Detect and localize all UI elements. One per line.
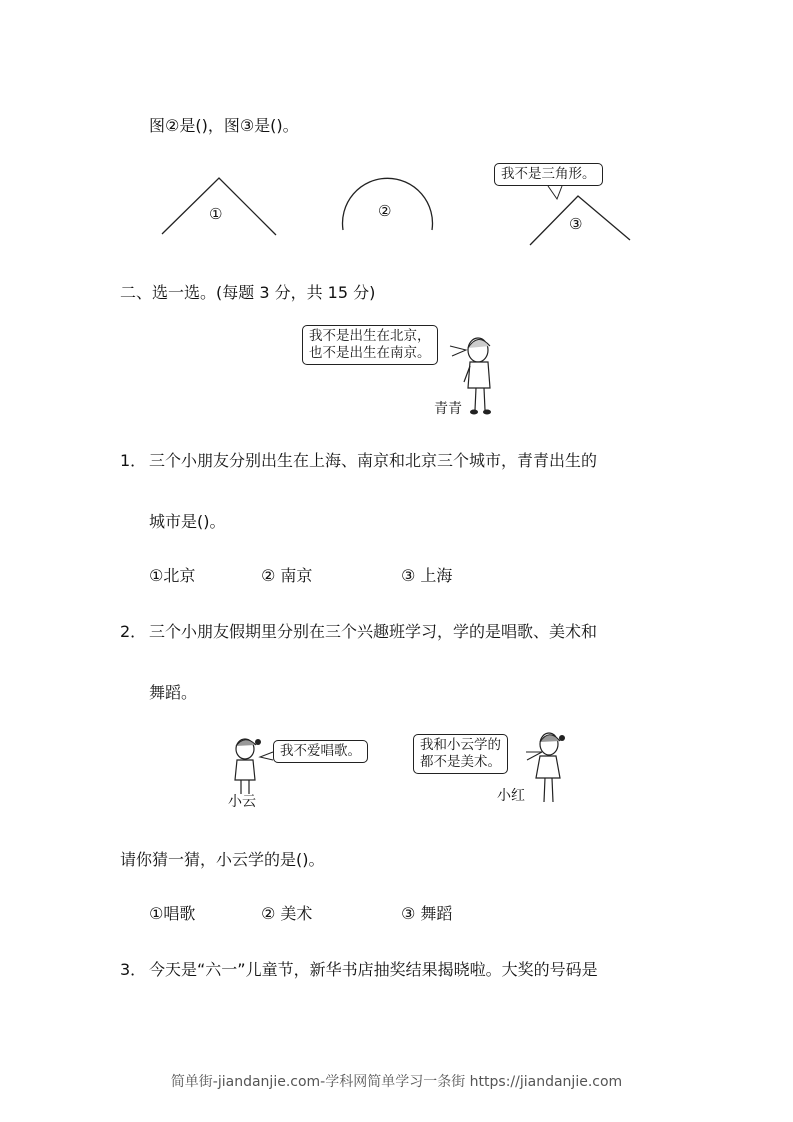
qingqing-name-label: 青青 [434,401,462,417]
q2-option-1[interactable]: ①唱歌 [149,904,196,923]
q1-text-line-1: 三个小朋友分别出生在上海、南京和北京三个城市，青青出生的 [149,451,598,470]
figure-2-label: ② [378,202,392,220]
figure-question: 图②是()，图③是()。 [149,116,299,135]
page-footer: 简单街-jiandanjie.com-学科网简单学习一条街 https://jiandanjie.com [170,1074,623,1090]
figure-3-speech-bubble: 我不是三角形。 [494,163,603,186]
q1-option-2[interactable]: ② 南京 [261,566,313,585]
q1-option-1[interactable]: ①北京 [149,566,196,585]
q2-number: 2． [120,622,147,641]
figure-3-label: ③ [569,215,583,233]
q2-text-line-1: 三个小朋友假期里分别在三个兴趣班学习，学的是唱歌、美术和 [149,622,598,641]
q3-text-line-1: 今天是“六一”儿童节，新华书店抽奖结果揭晓啦。大奖的号码是 [149,960,598,979]
xiaoyun-name-label: 小云 [228,794,256,810]
q1-option-3[interactable]: ③ 上海 [401,566,453,585]
section-title: 二、选一选。(每题 3 分，共 15 分) [120,283,376,302]
q2-option-2[interactable]: ② 美术 [261,904,313,923]
q2-text-line-2: 舞蹈。 [149,683,198,702]
q2-ask: 请你猜一猜，小云学的是()。 [120,850,325,869]
q1-text-line-2: 城市是()。 [149,512,226,531]
figure-1-label: ① [209,205,223,223]
xiaohong-bubble-line-1: 我和小云学的 [420,737,501,753]
qingqing-bubble-line-2: 也不是出生在南京。 [309,345,431,361]
xiaoyun-speech-bubble: 我不爱唱歌。 [273,740,368,763]
q2-option-3[interactable]: ③ 舞蹈 [401,904,453,923]
qingqing-bubble-line-1: 我不是出生在北京， [309,328,431,344]
xiaohong-bubble-line-2: 都不是美术。 [420,754,501,770]
xiaohong-name-label: 小红 [497,788,525,804]
q3-number: 3． [120,960,147,979]
q1-number: 1． [120,451,147,470]
